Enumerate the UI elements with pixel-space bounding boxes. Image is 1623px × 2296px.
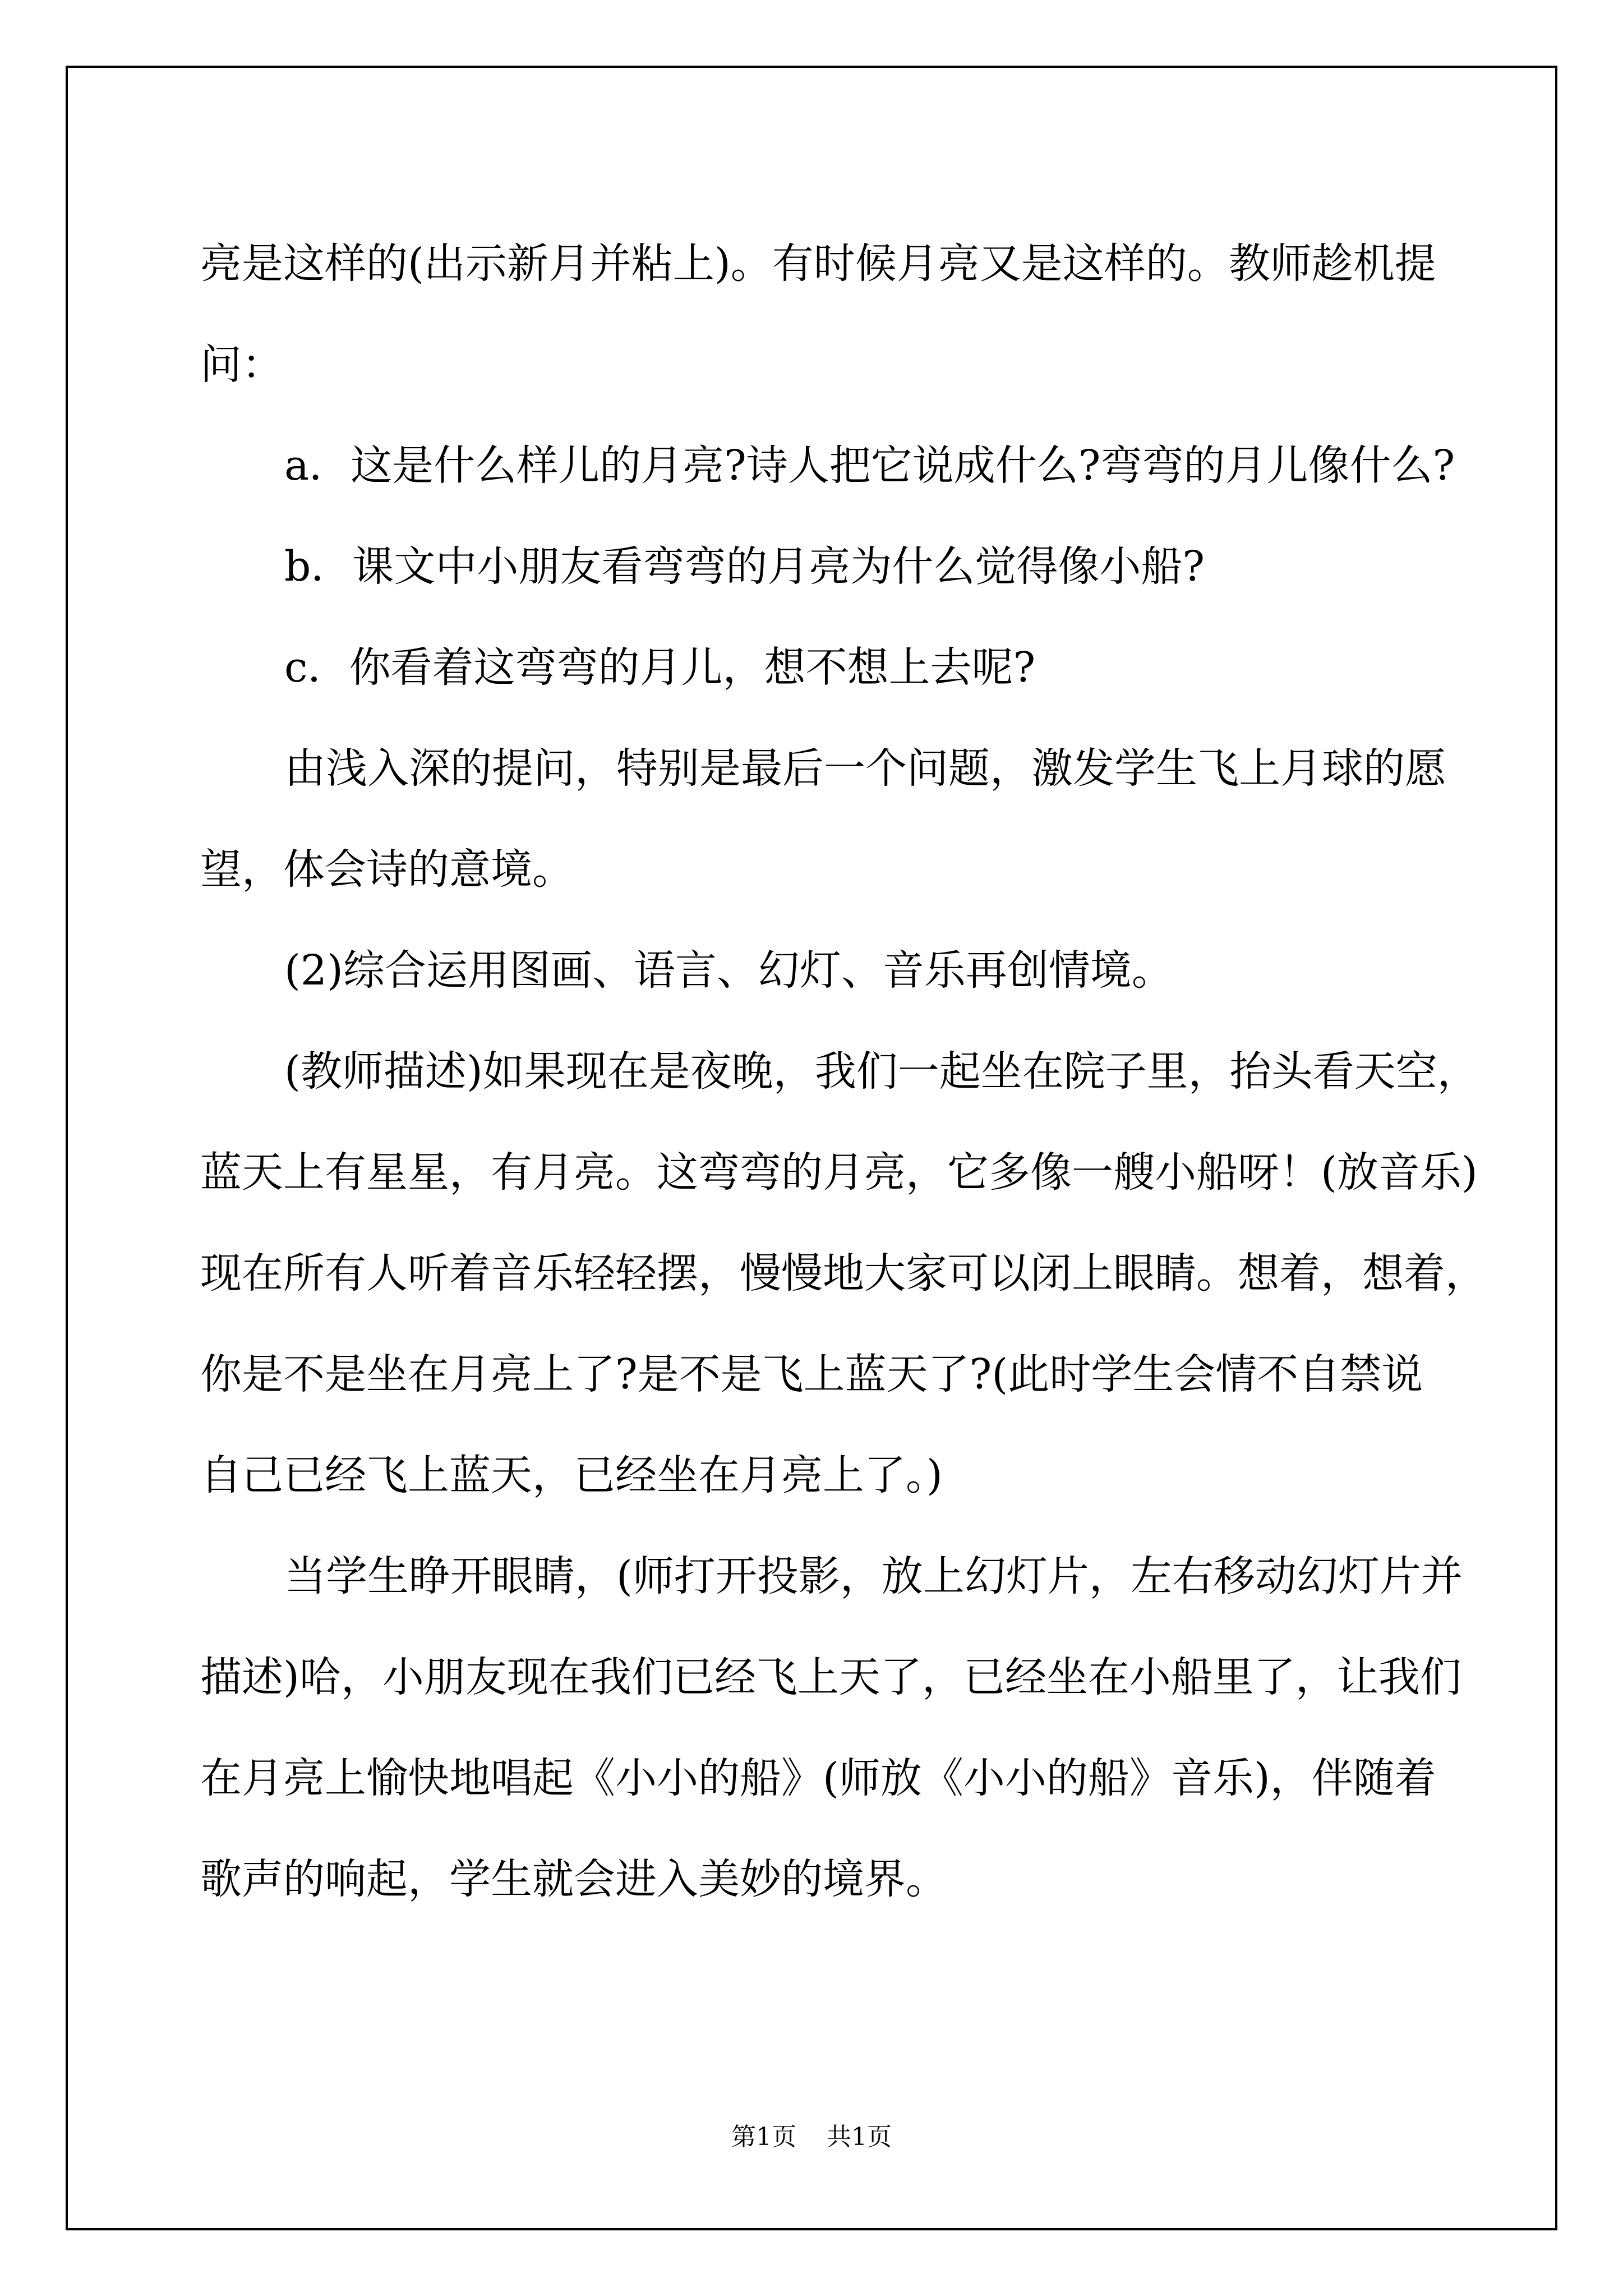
text-line-9: (教师描述)如果现在是夜晚，我们一起坐在院子里，抬头看天空， [284, 1047, 1479, 1096]
text-line-7: 望，体会诗的意境。 [200, 845, 574, 894]
page-total: 共1页 [827, 2123, 892, 2151]
text-line-6: 由浅入深的提问，特别是最后一个问题，激发学生飞上月球的愿 [284, 744, 1446, 793]
text-line-5: c．你看着这弯弯的月儿，想不想上去呢? [284, 643, 1036, 692]
text-line-4: b．课文中小朋友看弯弯的月亮为什么觉得像小船? [284, 542, 1205, 591]
text-line-8: (2)综合运用图画、语言、幻灯、音乐再创情境。 [284, 946, 1173, 995]
text-line-3: a．这是什么样儿的月亮?诗人把它说成什么?弯弯的月儿像什么? [284, 441, 1455, 490]
page-number: 第1页 [731, 2123, 796, 2151]
text-line-15: 描述)哈，小朋友现在我们已经飞上天了，已经坐在小船里了，让我们 [200, 1653, 1461, 1701]
text-line-10: 蓝天上有星星，有月亮。这弯弯的月亮，它多像一艘小船呀！(放音乐) [200, 1148, 1478, 1197]
document-body [200, 213, 1487, 1930]
page-footer [0, 2120, 1623, 2154]
text-line-13: 自己已经飞上蓝天，已经坐在月亮上了。) [200, 1451, 943, 1499]
text-line-17: 歌声的响起，学生就会进入美妙的境界。 [200, 1855, 947, 1903]
text-line-11: 现在所有人听着音乐轻轻摆，慢慢地大家可以闭上眼睛。想着，想着， [200, 1249, 1487, 1297]
text-line-12: 你是不是坐在月亮上了?是不是飞上蓝天了?(此时学生会情不自禁说 [200, 1350, 1423, 1398]
text-line-14: 当学生睁开眼睛，(师打开投影，放上幻灯片，左右移动幻灯片并 [284, 1552, 1463, 1600]
text-line-2: 问： [200, 341, 283, 389]
text-line-16: 在月亮上愉快地唱起《小小的船》(师放《小小的船》音乐)，伴随着 [200, 1754, 1436, 1802]
text-line-1: 亮是这样的(出示新月并粘上)。有时候月亮又是这样的。教师趁机提 [200, 240, 1436, 288]
